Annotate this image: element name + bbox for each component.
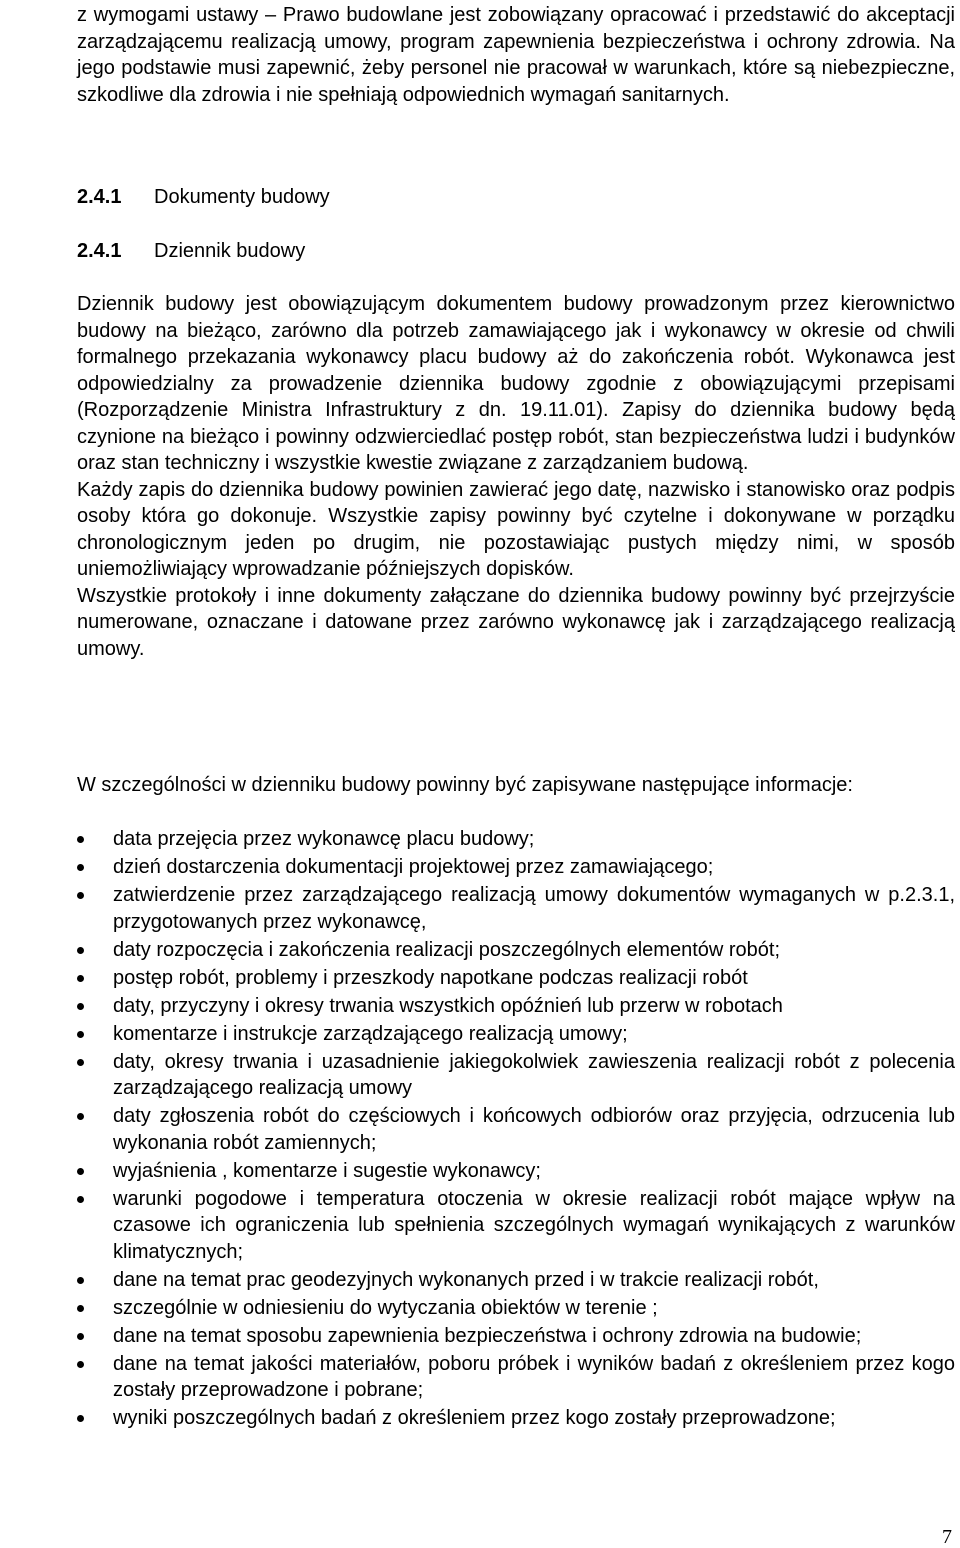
bullet-icon xyxy=(77,1415,84,1422)
bullet-icon xyxy=(77,1196,84,1203)
info-intro-paragraph: W szczególności w dzienniku budowy powinny być zapisywane następujące informacje: xyxy=(77,774,853,796)
bullet-icon xyxy=(77,1361,84,1368)
list-item: dzień dostarczenia dokumentacji projektowej przez zamawiającego; xyxy=(77,854,955,881)
body-paragraph: Wszystkie protokoły i inne dokumenty załączane do dziennika budowy powinny być przejrzyście numerowane, oznaczane i datowane przez zarówno wykonawcę jak i zarządzającego realizacją umowy. xyxy=(77,584,955,660)
section-title: Dokumenty budowy xyxy=(154,186,330,208)
bullet-icon xyxy=(77,1333,84,1340)
bullet-icon xyxy=(77,892,84,899)
bullet-icon xyxy=(77,1003,84,1010)
list-item: wyniki poszczególnych badań z określeniem przez kogo zostały przeprowadzone; xyxy=(77,1405,955,1432)
bullet-icon xyxy=(77,1113,84,1120)
body-paragraph: Każdy zapis do dziennika budowy powinien zawierać jego datę, nazwisko i stanowisko oraz podpis osoby która go dokonuje. Wszystkie zapisy powinny być czytelne i dokonywane w porządku chronologicznym jeden po drugim, nie pozostawiając pustych między nimi, w sposób uniemożliwiający wprowadzanie późniejszych dopisków. xyxy=(77,478,955,580)
list-item: daty zgłoszenia robót do częściowych i końcowych odbiorów oraz przyjęcia, odrzucenia lub wykonania robót zamiennych; xyxy=(77,1103,955,1156)
list-item: wyjaśnienia , komentarze i sugestie wykonawcy; xyxy=(77,1158,955,1185)
info-bullet-list xyxy=(77,826,955,1433)
subsection-number: 2.4.1 xyxy=(77,240,122,262)
list-item: daty, przyczyny i okresy trwania wszystkich opóźnień lub przerw w robotach xyxy=(77,993,955,1020)
list-item: dane na temat jakości materiałów, poboru próbek i wyników badań z określeniem przez kogo zostały przeprowadzone i pobrane; xyxy=(77,1351,955,1404)
bullet-icon xyxy=(77,1059,84,1066)
bullet-icon xyxy=(77,864,84,871)
list-item: postęp robót, problemy i przeszkody napotkane podczas realizacji robót xyxy=(77,965,955,992)
list-item: dane na temat sposobu zapewnienia bezpieczeństwa i ochrony zdrowia na budowie; xyxy=(77,1323,955,1350)
list-item: daty rozpoczęcia i zakończenia realizacji poszczególnych elementów robót; xyxy=(77,937,955,964)
intro-paragraph: z wymogami ustawy – Prawo budowlane jest zobowiązany opracować i przedstawić do akceptacji zarządzającemu realizacją umowy, program zapewnienia bezpieczeństwa i ochrony zdrowia. Na jego podstawie musi zapewnić, żeby personel nie pracował w warunkach, które są niebezpieczne, szkodliwe dla zdrowia i nie spełniają odpowiednich wymagań sanitarnych. xyxy=(77,4,955,106)
body-paragraph: Dziennik budowy jest obowiązującym dokumentem budowy prowadzonym przez kierownictwo budowy na bieżąco, zarówno dla potrzeb zamawiającego jak i wykonawcy w okresie od chwili formalnego przekazania wykonawcy placu budowy aż do zakończenia robót. Wykonawca jest odpowiedzialny za prowadzenie dziennika budowy zgodnie z obowiązującymi przepisami (Rozporządzenie Ministra Infrastruktury z dn. 19.11.01). Zapisy do dziennika budowy będą czynione na bieżąco i powinny odzwierciedlać postęp robót, stan bezpieczeństwa ludzi i budynków oraz stan techniczny i wszystkie kwestie związane z zarządzaniem budową. xyxy=(77,293,955,474)
bullet-icon xyxy=(77,1305,84,1312)
subsection-heading xyxy=(77,238,305,264)
list-item: dane na temat prac geodezyjnych wykonanych przed i w trakcie realizacji robót, xyxy=(77,1267,955,1294)
list-item: data przejęcia przez wykonawcę placu budowy; xyxy=(77,826,955,853)
bullet-icon xyxy=(77,1031,84,1038)
list-item: warunki pogodowe i temperatura otoczenia w okresie realizacji robót mające wpływ na czasowe ich ograniczenia lub spełnienia szczególnych wymagań wynikających z warunków klimatycznych; xyxy=(77,1186,955,1266)
bullet-icon xyxy=(77,1168,84,1175)
subsection-title: Dziennik budowy xyxy=(154,240,306,262)
section-number: 2.4.1 xyxy=(77,186,122,208)
bullet-icon xyxy=(77,1277,84,1284)
section-heading xyxy=(77,184,330,210)
bullet-icon xyxy=(77,836,84,843)
list-item: komentarze i instrukcje zarządzającego realizacją umowy; xyxy=(77,1021,955,1048)
list-item: szczególnie w odniesieniu do wytyczania obiektów w terenie ; xyxy=(77,1295,955,1322)
list-item: daty, okresy trwania i uzasadnienie jakiegokolwiek zawieszenia realizacji robót z polecenia zarządzającego realizacją umowy xyxy=(77,1049,955,1102)
bullet-icon xyxy=(77,947,84,954)
bullet-icon xyxy=(77,975,84,982)
page-number: 7 xyxy=(942,1526,952,1548)
diary-body xyxy=(77,291,955,662)
list-item: zatwierdzenie przez zarządzającego realizacją umowy dokumentów wymaganych w p.2.3.1, przygotowanych przez wykonawcę, xyxy=(77,882,955,935)
